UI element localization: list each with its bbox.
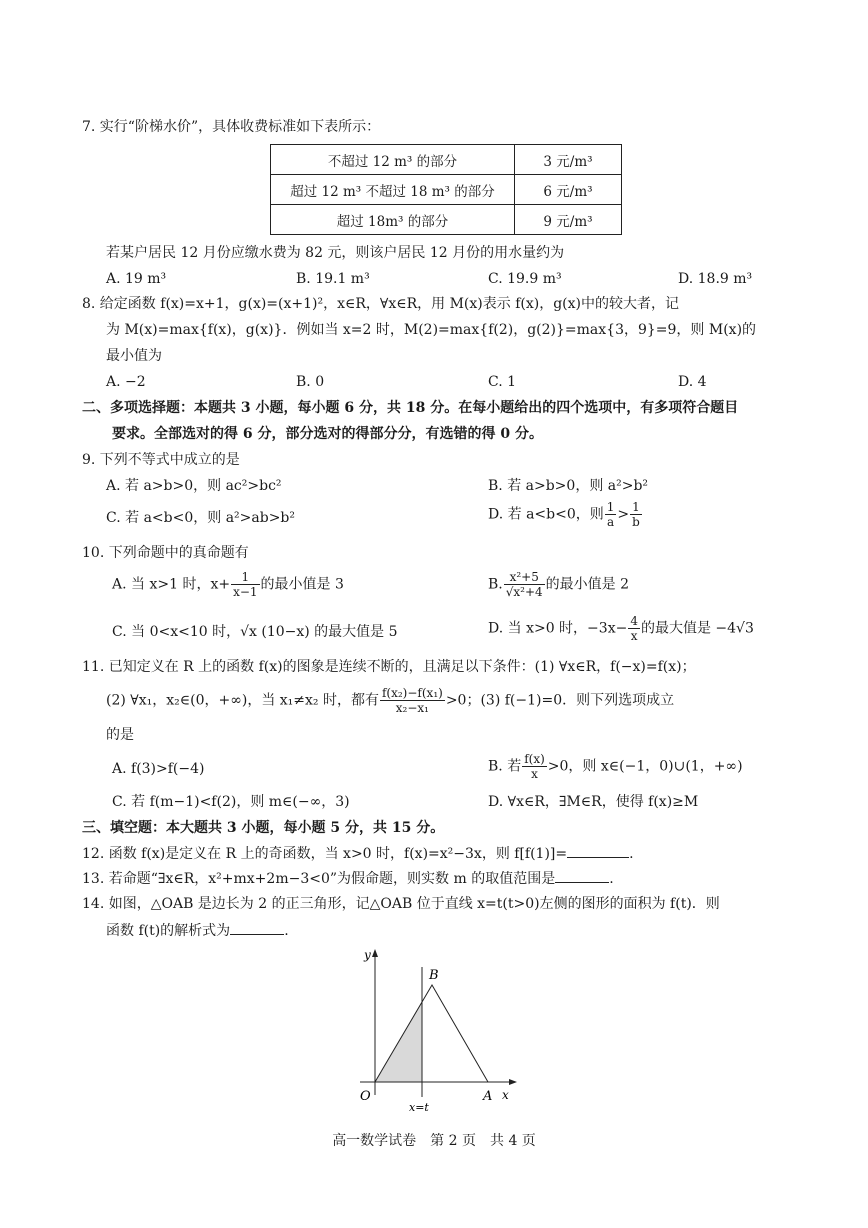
q9-option-c: C. 若 a<b<0，则 a²>ab>b²: [106, 510, 295, 526]
table-cell-range: 超过 18m³ 的部分: [271, 205, 515, 235]
table-cell-price: 3 元/m³: [515, 145, 622, 175]
fraction: $\frac{\text{f(x₂)−f(x₁)}}{\text{x₂−x₁}}$: [381, 686, 443, 715]
section2-heading: 二、多项选择题：本题共 3 小题，每小题 6 分，共 18 分。在每小题给出的四个选项中，有多项符合题目: [82, 400, 739, 416]
q7-option-a: A. 19 m³: [106, 271, 167, 287]
table-row: [271, 205, 622, 235]
q11-line3: 的是: [106, 727, 134, 743]
label-b: B: [429, 968, 439, 983]
q10-option-b: B. $\frac{\text{x²+5}}{\text{√x²+4}}$ 的最小值是 2: [488, 570, 630, 599]
q14-line1: 14. 如图，△OAB 是边长为 2 的正三角形，记△OAB 位于直线 x=t(t>0)左侧的图形的面积为 f(t)．则: [82, 896, 720, 912]
q9-stem: 9. 下列不等式中成立的是: [82, 452, 240, 468]
label-y: y: [364, 948, 371, 962]
fraction: $\frac{1}{b}$: [632, 500, 640, 529]
q8-line3: 最小值为: [106, 348, 162, 364]
q7-stem: 7. 实行“阶梯水价”，具体收费标准如下表所示：: [82, 119, 381, 135]
q10-stem: 10. 下列命题中的真命题有: [82, 545, 249, 561]
q9-option-b: B. 若 a>b>0，则 a²>b²: [488, 478, 649, 494]
table-cell-price: 6 元/m³: [515, 175, 622, 205]
answer-blank[interactable]: [555, 868, 609, 883]
water-price-table: [270, 144, 622, 235]
q10-option-a: A. 当 x>1 时，x+ $\frac{1}{x-1}$ 的最小值是 3: [112, 570, 344, 599]
section3-heading: 三、填空题：本大题共 3 小题，每小题 5 分，共 15 分。: [82, 820, 445, 836]
q14-line2: 函数 f(t)的解析式为 .: [106, 920, 289, 941]
label-x-equals-t: x=t: [409, 1101, 429, 1114]
fraction: $\frac{1}{a}$: [606, 500, 615, 529]
q8-line2: 为 M(x)=max{f(x)，g(x)}．例如当 x=2 时，M(2)=max{f(2)，g(2)}=max{3，9}=9，则 M(x)的: [106, 322, 757, 338]
label-o: O: [360, 1089, 371, 1104]
q7-option-c: C. 19.9 m³: [488, 271, 562, 287]
page-footer: 高一数学试卷 第 2 页 共 4 页: [332, 1133, 536, 1149]
table-cell-range: 不超过 12 m³ 的部分: [271, 145, 515, 175]
label-a: A: [483, 1089, 493, 1104]
q7-option-d: D. 18.9 m³: [678, 271, 753, 287]
q13-text: 13. 若命题“∃x∈R，x²+mx+2m−3<0”为假命题，则实数 m 的取值范围是 .: [82, 868, 614, 889]
q9-option-a: A. 若 a>b>0，则 ac²>bc²: [106, 478, 282, 494]
q12-text: 12. 函数 f(x)是定义在 R 上的奇函数，当 x>0 时，f(x)=x²−3x，则 f[f(1)]= .: [82, 843, 634, 864]
q11-line1: 11. 已知定义在 R 上的函数 f(x)的图象是连续不断的，且满足以下条件：(1) ∀x∈R，f(−x)=f(x)；: [82, 659, 696, 675]
q11-option-d: D. ∀x∈R，∃M∈R，使得 f(x)≥M: [488, 794, 699, 810]
q10-option-d: D. 当 x>0 时，−3x− $\frac{4}{x}$ 的最大值是 −4√3: [488, 614, 754, 643]
table-cell-range: 超过 12 m³ 不超过 18 m³ 的部分: [271, 175, 515, 205]
fraction: $\frac{1}{x-1}$: [233, 570, 258, 599]
q10-option-c: C. 当 0<x<10 时，√x (10−x) 的最大值是 5: [112, 624, 398, 640]
q8-line1: 8. 给定函数 f(x)=x+1，g(x)=(x+1)²，x∈R，∀x∈R，用 M(x)表示 f(x)，g(x)中的较大者，记: [82, 296, 679, 312]
answer-blank[interactable]: [567, 843, 629, 858]
q11-option-a: A. f(3)>f(−4): [112, 761, 205, 777]
q9-d-text: D. 若 a<b<0，则: [488, 506, 604, 523]
answer-blank[interactable]: [230, 920, 284, 935]
table-cell-price: 9 元/m³: [515, 205, 622, 235]
q8-option-d: D. 4: [678, 374, 707, 390]
q8-option-c: C. 1: [488, 374, 517, 390]
label-x: x: [502, 1088, 509, 1102]
y-axis-arrow: [372, 949, 378, 957]
fraction: $\frac{\text{x²+5}}{\text{√x²+4}}$: [505, 570, 543, 599]
q11-line2: (2) ∀x₁，x₂∈(0，+∞)，当 x₁≠x₂ 时，都有 $\frac{\text{f(x₂)−f(x₁)}}{\text{x₂−x₁}}$ >0；(3) f(−1)=0．则下列选项成立: [106, 686, 675, 715]
section2-heading-cont: 要求。全部选对的得 6 分，部分选对的得部分分，有选错的得 0 分。: [112, 426, 543, 442]
q9-option-d: D. 若 a<b<0，则 $\frac{1}{a}$ > $\frac{1}{b}$: [488, 500, 640, 529]
q8-option-b: B. 0: [296, 374, 325, 390]
triangle-figure: [350, 945, 530, 1117]
q11-option-c: C. 若 f(m−1)<f(2)，则 m∈(−∞，3): [112, 794, 350, 810]
fraction: $\frac{4}{x}$: [630, 614, 638, 643]
q7-after-text: 若某户居民 12 月份应缴水费为 82 元，则该户居民 12 月份的用水量约为: [106, 245, 565, 261]
q7-option-b: B. 19.1 m³: [296, 271, 370, 287]
q8-option-a: A. −2: [106, 374, 146, 390]
table-row: [271, 175, 622, 205]
q11-option-b: B. 若 $\frac{f(x)}{x}$ >0，则 x∈(−1，0)∪(1，+∞): [488, 752, 743, 781]
fraction: $\frac{f(x)}{x}$: [524, 752, 545, 781]
table-row: [271, 145, 622, 175]
x-axis-arrow: [509, 1079, 517, 1085]
